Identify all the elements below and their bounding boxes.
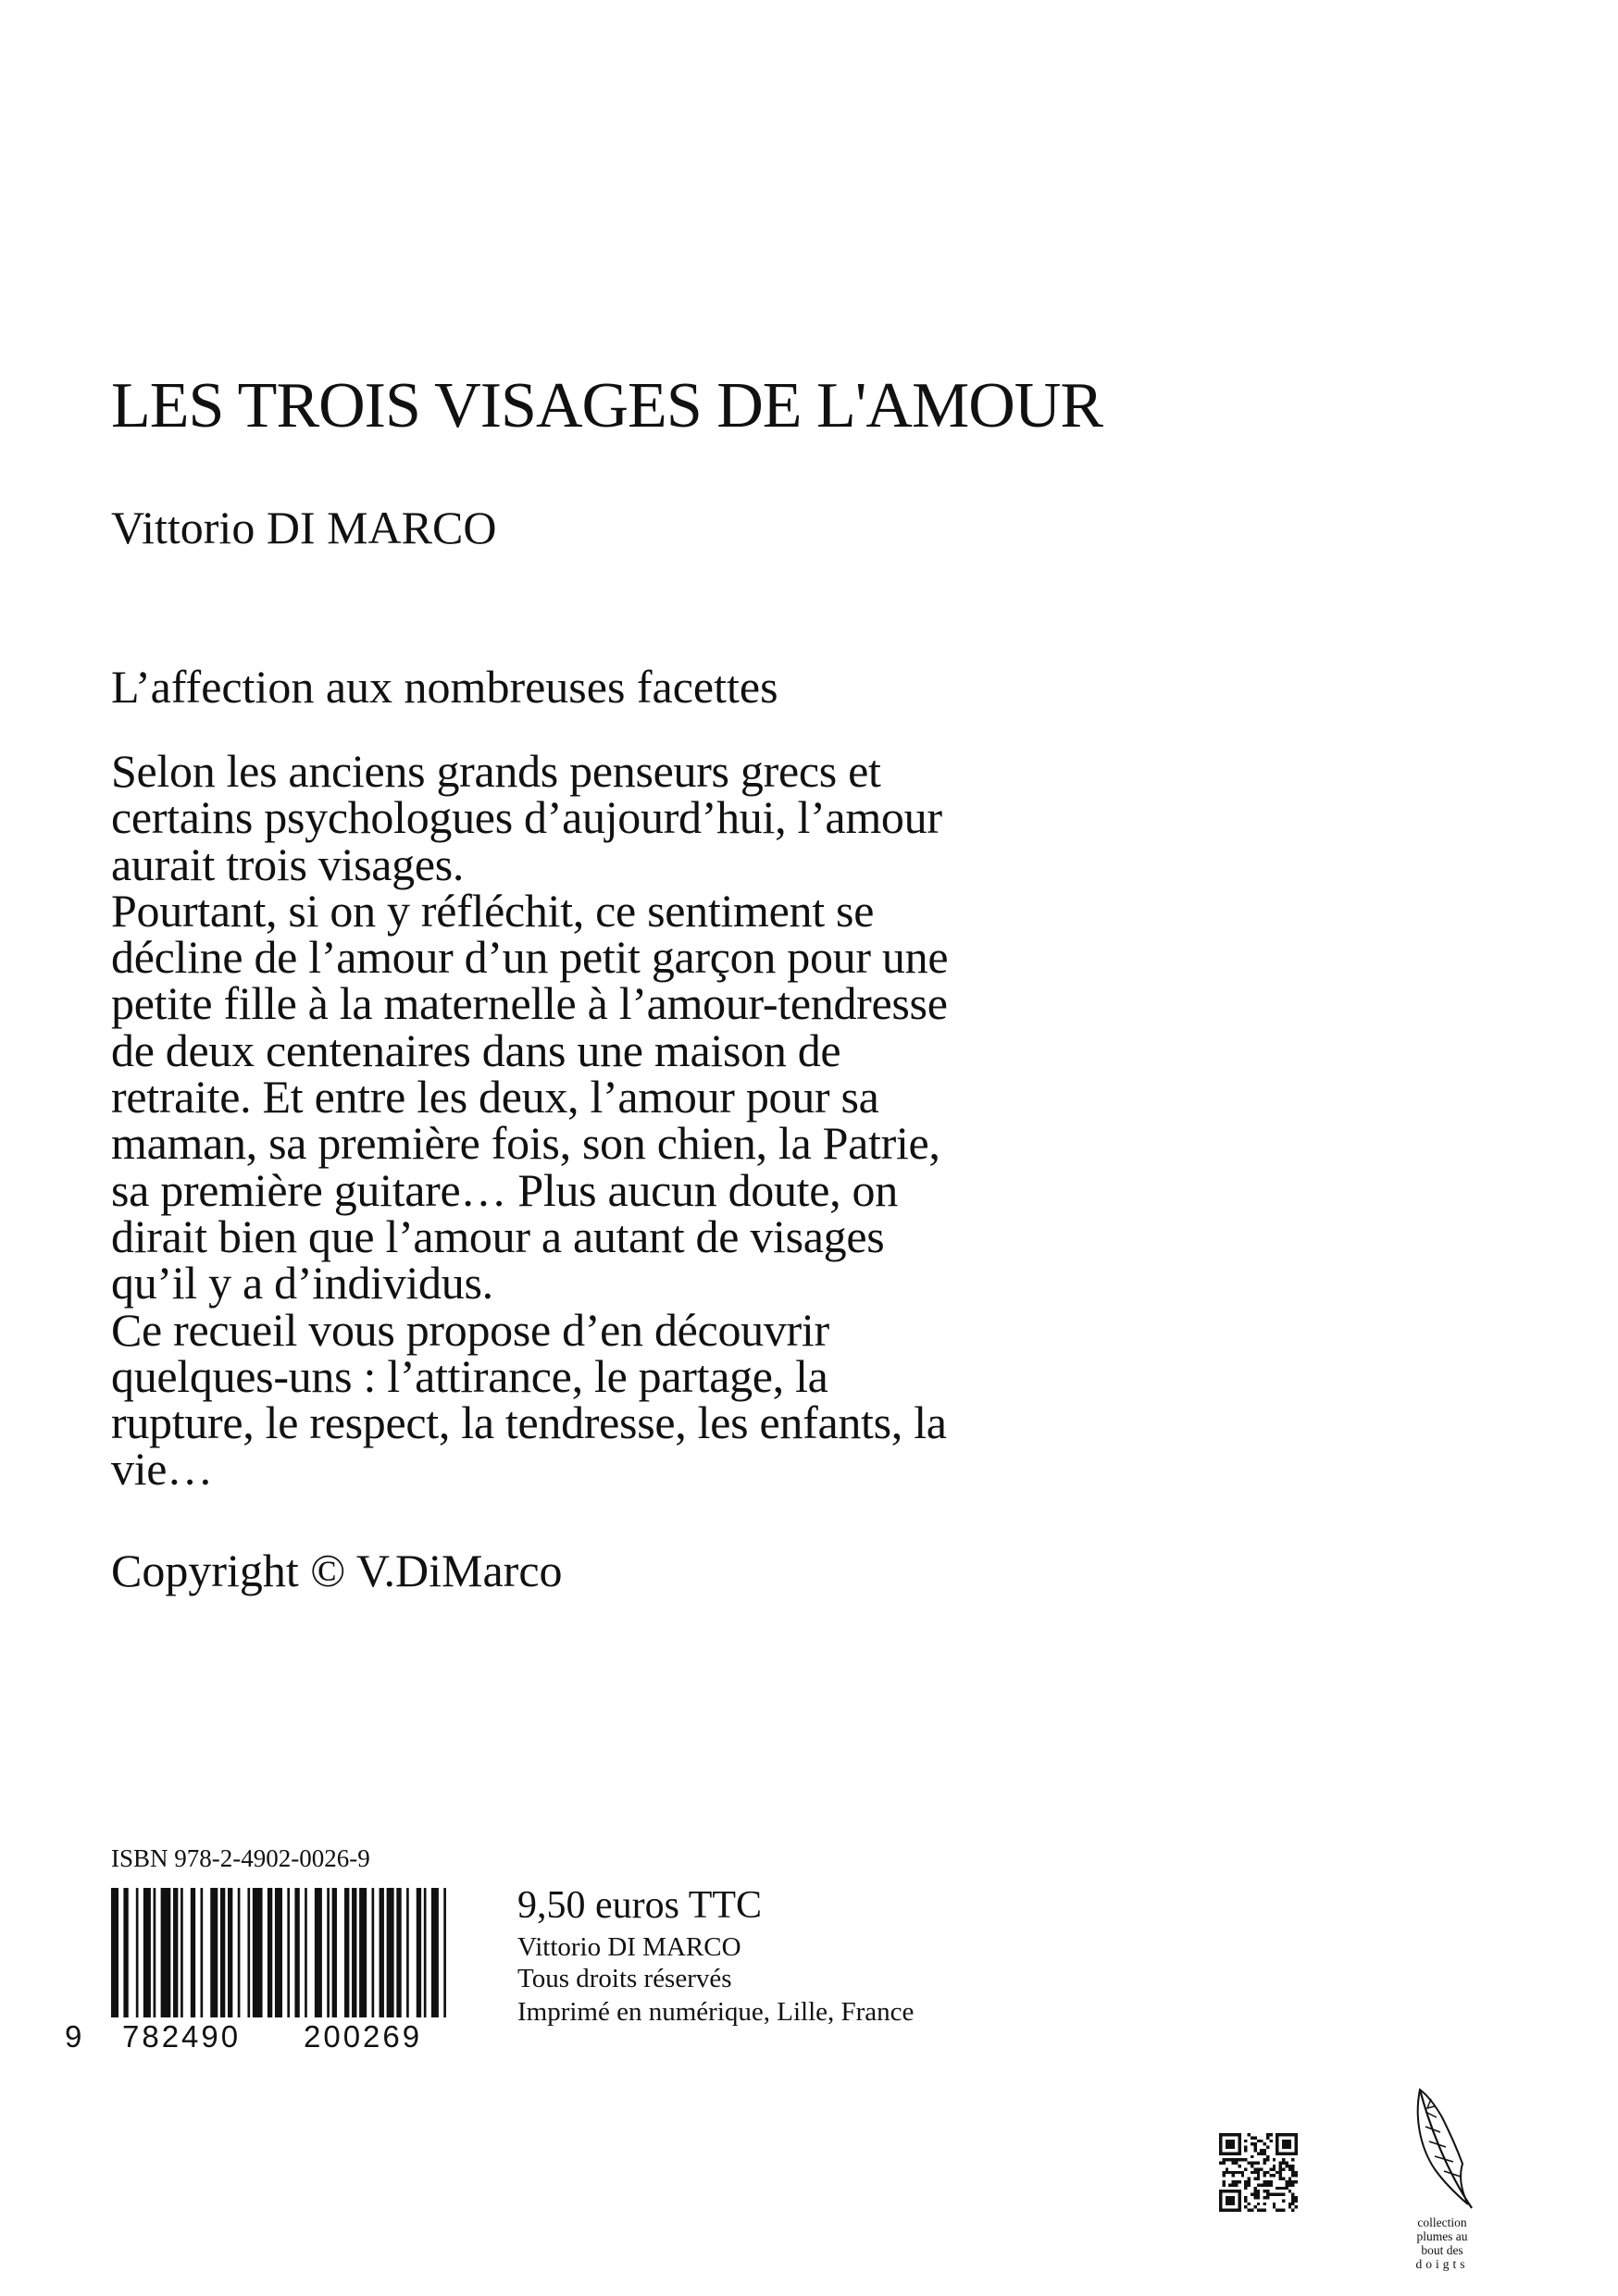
qr-module bbox=[1269, 2140, 1272, 2142]
qr-module bbox=[1257, 2193, 1260, 2196]
qr-module bbox=[1253, 2136, 1256, 2139]
barcode-bar bbox=[305, 1888, 307, 2017]
qr-module bbox=[1228, 2171, 1231, 2174]
qr-module bbox=[1253, 2146, 1256, 2149]
qr-module bbox=[1263, 2209, 1266, 2212]
qr-module bbox=[1273, 2193, 1276, 2196]
blurb-line: Selon les anciens grands penseurs grecs et bbox=[111, 745, 881, 797]
qr-module bbox=[1248, 2183, 1251, 2186]
qr-module bbox=[1248, 2178, 1251, 2180]
qr-module bbox=[1291, 2196, 1294, 2199]
qr-module bbox=[1244, 2199, 1247, 2202]
qr-module bbox=[1260, 2167, 1263, 2170]
barcode-bar bbox=[161, 1888, 171, 2017]
blurb-line: certains psychologues d’aujourd’hui, l’amour bbox=[111, 791, 942, 844]
qr-module bbox=[1219, 2162, 1222, 2165]
blurb-line: rupture, le respect, la tendresse, les enfants, la bbox=[111, 1396, 947, 1449]
qr-module bbox=[1295, 2174, 1298, 2177]
qr-module bbox=[1253, 2162, 1256, 2165]
qr-module bbox=[1295, 2199, 1298, 2202]
blurb-line: Ce recueil vous propose d’en découvrir bbox=[111, 1303, 829, 1356]
qr-module bbox=[1253, 2205, 1256, 2208]
qr-module bbox=[1232, 2162, 1235, 2165]
qr-module bbox=[1253, 2196, 1256, 2199]
blurb-line: maman, sa première fois, son chien, la Patrie, bbox=[111, 1117, 940, 1170]
qr-module bbox=[1276, 2171, 1278, 2174]
qr-module bbox=[1266, 2158, 1269, 2161]
barcode-bar bbox=[372, 1888, 375, 2017]
barcode-bar bbox=[327, 1888, 330, 2017]
barcode-bar bbox=[406, 1888, 409, 2017]
barcode-bar bbox=[210, 1888, 218, 2017]
qr-module bbox=[1244, 2180, 1247, 2183]
collection-line: bout des bbox=[1421, 2243, 1463, 2257]
qr-module bbox=[1273, 2203, 1276, 2205]
qr-module bbox=[1263, 2158, 1266, 2161]
qr-module bbox=[1263, 2180, 1266, 2183]
qr-module bbox=[1279, 2174, 1282, 2177]
qr-module bbox=[1282, 2209, 1285, 2212]
qr-module bbox=[1251, 2142, 1253, 2145]
qr-code-icon bbox=[1219, 2133, 1298, 2212]
qr-module bbox=[1244, 2146, 1247, 2149]
qr-module bbox=[1269, 2133, 1272, 2136]
qr-module bbox=[1266, 2133, 1269, 2136]
barcode-bar bbox=[359, 1888, 367, 2017]
qr-module bbox=[1288, 2167, 1291, 2170]
qr-module bbox=[1253, 2142, 1256, 2145]
qr-module bbox=[1263, 2203, 1266, 2205]
blurb-line: dirait bien que l’amour a autant de visages bbox=[111, 1210, 885, 1262]
qr-module bbox=[1260, 2209, 1263, 2212]
qr-module bbox=[1282, 2187, 1285, 2190]
qr-module bbox=[1248, 2209, 1251, 2212]
qr-module bbox=[1248, 2162, 1251, 2165]
qr-module bbox=[1257, 2190, 1260, 2192]
qr-module bbox=[1238, 2165, 1240, 2167]
qr-module bbox=[1273, 2165, 1276, 2167]
blurb-line: vie… bbox=[111, 1443, 213, 1496]
qr-module bbox=[1257, 2152, 1260, 2154]
qr-module bbox=[1253, 2149, 1256, 2152]
qr-module bbox=[1222, 2180, 1225, 2183]
barcode-bar bbox=[228, 1888, 232, 2017]
qr-module bbox=[1257, 2167, 1260, 2170]
qr-module bbox=[1266, 2193, 1269, 2196]
barcode-bar bbox=[154, 1888, 156, 2017]
qr-module bbox=[1291, 2165, 1294, 2167]
qr-module bbox=[1266, 2183, 1269, 2186]
qr-module bbox=[1228, 2183, 1231, 2186]
barcode-bar bbox=[315, 1888, 322, 2017]
qr-module bbox=[1282, 2193, 1285, 2196]
qr-module bbox=[1260, 2152, 1263, 2154]
barcode-bar bbox=[180, 1888, 183, 2017]
qr-module bbox=[1291, 2199, 1294, 2202]
qr-module bbox=[1288, 2190, 1291, 2192]
qr-module bbox=[1232, 2174, 1235, 2177]
qr-module bbox=[1232, 2183, 1235, 2186]
qr-module bbox=[1241, 2171, 1244, 2174]
barcode-bar bbox=[424, 1888, 427, 2017]
isbn-label: ISBN 978-2-4902-0026-9 bbox=[111, 1844, 370, 1872]
qr-module bbox=[1257, 2162, 1260, 2165]
qr-module bbox=[1288, 2165, 1291, 2167]
qr-module bbox=[1263, 2174, 1266, 2177]
qr-module bbox=[1235, 2180, 1238, 2183]
blurb-line: sa première guitare… Plus aucun doute, on bbox=[111, 1163, 898, 1216]
qr-module bbox=[1266, 2146, 1269, 2149]
qr-module bbox=[1279, 2178, 1282, 2180]
qr-module bbox=[1232, 2158, 1235, 2161]
qr-module bbox=[1291, 2171, 1294, 2174]
qr-module bbox=[1232, 2180, 1235, 2183]
book-blurb bbox=[111, 745, 1259, 1496]
qr-module bbox=[1251, 2162, 1253, 2165]
qr-module bbox=[1228, 2158, 1231, 2161]
qr-module bbox=[1279, 2167, 1282, 2170]
blurb-line: qu’il y a d’individus. bbox=[111, 1257, 493, 1309]
qr-module bbox=[1263, 2196, 1266, 2199]
qr-module bbox=[1222, 2174, 1225, 2177]
qr-module bbox=[1266, 2190, 1269, 2192]
qr-module bbox=[1222, 2171, 1225, 2174]
qr-module bbox=[1266, 2196, 1269, 2199]
barcode-bar bbox=[287, 1888, 290, 2017]
barcode-bar bbox=[201, 1888, 204, 2017]
qr-module bbox=[1222, 2183, 1225, 2186]
barcode-bar bbox=[332, 1888, 337, 2017]
qr-module bbox=[1260, 2140, 1263, 2142]
qr-module bbox=[1263, 2171, 1266, 2174]
blurb-line: petite fille à la maternelle à l’amour-tendresse bbox=[111, 977, 948, 1030]
qr-module bbox=[1257, 2140, 1260, 2142]
qr-module bbox=[1291, 2193, 1294, 2196]
qr-module bbox=[1285, 2180, 1288, 2183]
qr-module bbox=[1257, 2174, 1260, 2177]
barcode-bar bbox=[143, 1888, 151, 2017]
qr-module bbox=[1295, 2196, 1298, 2199]
qr-module bbox=[1269, 2174, 1272, 2177]
qr-module bbox=[1253, 2193, 1256, 2196]
qr-module bbox=[1291, 2209, 1294, 2212]
qr-module bbox=[1257, 2171, 1260, 2174]
qr-module bbox=[1241, 2158, 1244, 2161]
barcode-bar bbox=[352, 1888, 356, 2017]
qr-module bbox=[1279, 2171, 1282, 2174]
qr-module bbox=[1253, 2187, 1256, 2190]
qr-module bbox=[1295, 2205, 1298, 2208]
qr-module bbox=[1273, 2205, 1276, 2208]
qr-module bbox=[1279, 2209, 1282, 2212]
qr-module bbox=[1273, 2167, 1276, 2170]
book-subtitle: L’affection aux nombreuses facettes bbox=[111, 661, 778, 713]
qr-module bbox=[1269, 2193, 1272, 2196]
barcode-icon bbox=[111, 1888, 454, 2017]
qr-module bbox=[1273, 2158, 1276, 2161]
barcode-bar bbox=[247, 1888, 250, 2017]
qr-module bbox=[1253, 2178, 1256, 2180]
barcode-bar bbox=[344, 1888, 349, 2017]
qr-module bbox=[1244, 2158, 1247, 2161]
qr-module bbox=[1257, 2203, 1260, 2205]
collection-line: plumes au bbox=[1416, 2229, 1468, 2243]
imprint-author: Vittorio DI MARCO bbox=[517, 1932, 741, 1962]
qr-module bbox=[1253, 2190, 1256, 2192]
qr-module bbox=[1232, 2171, 1235, 2174]
qr-module bbox=[1251, 2209, 1253, 2212]
qr-module bbox=[1276, 2187, 1278, 2190]
barcode-bar bbox=[443, 1888, 446, 2017]
qr-module bbox=[1291, 2167, 1294, 2170]
qr-module bbox=[1241, 2174, 1244, 2177]
barcode-bar bbox=[396, 1888, 401, 2017]
qr-finder-core bbox=[1226, 2196, 1235, 2205]
qr-module bbox=[1263, 2190, 1266, 2192]
qr-module bbox=[1244, 2183, 1247, 2186]
qr-module bbox=[1244, 2196, 1247, 2199]
qr-module bbox=[1257, 2183, 1260, 2186]
qr-module bbox=[1238, 2171, 1240, 2174]
price-label: 9,50 euros TTC bbox=[517, 1884, 763, 1927]
book-author: Vittorio DI MARCO bbox=[111, 502, 497, 553]
qr-module bbox=[1251, 2155, 1253, 2158]
qr-module bbox=[1285, 2183, 1288, 2186]
qr-module bbox=[1291, 2180, 1294, 2183]
qr-module bbox=[1269, 2180, 1272, 2183]
rights-notice: Tous droits réservés bbox=[517, 1964, 732, 1993]
qr-module bbox=[1257, 2196, 1260, 2199]
qr-module bbox=[1244, 2149, 1247, 2152]
barcode-bar bbox=[417, 1888, 421, 2017]
qr-module bbox=[1251, 2165, 1253, 2167]
qr-module bbox=[1263, 2162, 1266, 2165]
qr-module bbox=[1288, 2183, 1291, 2186]
copyright-notice: Copyright © V.DiMarco bbox=[111, 1545, 563, 1596]
barcode-bar bbox=[253, 1888, 263, 2017]
blurb-line: de deux centenaires dans une maison de bbox=[111, 1024, 841, 1076]
qr-module bbox=[1276, 2193, 1278, 2196]
qr-module bbox=[1244, 2140, 1247, 2142]
barcode-lead-digit: 9 bbox=[65, 2019, 82, 2054]
qr-module bbox=[1238, 2180, 1240, 2183]
qr-module bbox=[1279, 2165, 1282, 2167]
qr-module bbox=[1235, 2183, 1238, 2186]
qr-module bbox=[1279, 2187, 1282, 2190]
qr-module bbox=[1253, 2171, 1256, 2174]
blurb-line: aurait trois visages. bbox=[111, 838, 465, 890]
qr-module bbox=[1263, 2142, 1266, 2145]
qr-module bbox=[1288, 2178, 1291, 2180]
barcode-digit-group: 782490 bbox=[122, 2019, 242, 2054]
qr-module bbox=[1269, 2167, 1272, 2170]
qr-module bbox=[1257, 2209, 1260, 2212]
blurb-line: Pourtant, si on y réfléchit, ce sentiment se bbox=[111, 884, 875, 937]
barcode-bar bbox=[220, 1888, 225, 2017]
qr-module bbox=[1248, 2180, 1251, 2183]
barcode-bar bbox=[294, 1888, 299, 2017]
qr-module bbox=[1285, 2162, 1288, 2165]
qr-module bbox=[1263, 2183, 1266, 2186]
qr-module bbox=[1235, 2171, 1238, 2174]
blurb-line: quelques-uns : l’attirance, le partage, la bbox=[111, 1349, 828, 1402]
barcode-digits bbox=[65, 2017, 454, 2056]
qr-module bbox=[1244, 2187, 1247, 2190]
barcode-bar bbox=[191, 1888, 195, 2017]
collection-logo-text bbox=[1388, 2215, 1496, 2271]
barcode-bar bbox=[173, 1888, 178, 2017]
qr-module bbox=[1266, 2155, 1269, 2158]
qr-module bbox=[1295, 2180, 1298, 2183]
qr-module bbox=[1244, 2205, 1247, 2208]
qr-module bbox=[1244, 2167, 1247, 2170]
qr-finder-core bbox=[1226, 2140, 1235, 2149]
qr-module bbox=[1288, 2203, 1291, 2205]
qr-module bbox=[1282, 2167, 1285, 2170]
qr-module bbox=[1266, 2171, 1269, 2174]
qr-module bbox=[1273, 2174, 1276, 2177]
qr-module bbox=[1282, 2199, 1285, 2202]
qr-module bbox=[1279, 2193, 1282, 2196]
qr-module bbox=[1263, 2152, 1266, 2154]
qr-module bbox=[1282, 2158, 1285, 2161]
barcode-bar bbox=[275, 1888, 282, 2017]
qr-module bbox=[1226, 2171, 1228, 2174]
qr-module bbox=[1295, 2171, 1298, 2174]
qr-module bbox=[1288, 2180, 1291, 2183]
qr-module bbox=[1226, 2167, 1228, 2170]
qr-module bbox=[1251, 2136, 1253, 2139]
barcode-bar bbox=[387, 1888, 394, 2017]
qr-module bbox=[1222, 2162, 1225, 2165]
qr-module bbox=[1257, 2178, 1260, 2180]
qr-module bbox=[1288, 2205, 1291, 2208]
barcode-bar bbox=[380, 1888, 384, 2017]
qr-module bbox=[1291, 2203, 1294, 2205]
qr-module bbox=[1276, 2209, 1278, 2212]
qr-module bbox=[1263, 2149, 1266, 2152]
barcode-bar bbox=[431, 1888, 439, 2017]
qr-module bbox=[1279, 2162, 1282, 2165]
qr-module bbox=[1291, 2183, 1294, 2186]
printing-notice: Imprimé en numérique, Lille, France bbox=[517, 1997, 915, 2027]
collection-line: collection bbox=[1417, 2215, 1467, 2229]
qr-module bbox=[1291, 2174, 1294, 2177]
qr-module bbox=[1238, 2158, 1240, 2161]
blurb-line: retraite. Et entre les deux, l’amour pour sa bbox=[111, 1071, 879, 1123]
qr-module bbox=[1291, 2158, 1294, 2161]
qr-module bbox=[1260, 2183, 1263, 2186]
qr-module bbox=[1266, 2136, 1269, 2139]
qr-module bbox=[1248, 2203, 1251, 2205]
qr-module bbox=[1266, 2180, 1269, 2183]
qr-module bbox=[1226, 2158, 1228, 2161]
qr-module bbox=[1235, 2158, 1238, 2161]
blurb-line: décline de l’amour d’un petit garçon pour une bbox=[111, 931, 949, 984]
book-title: LES TROIS VISAGES DE L'AMOUR bbox=[111, 370, 1103, 441]
barcode-bar bbox=[268, 1888, 272, 2017]
qr-module bbox=[1253, 2167, 1256, 2170]
qr-module bbox=[1235, 2162, 1238, 2165]
qr-module bbox=[1285, 2165, 1288, 2167]
collection-line: doigts bbox=[1415, 2257, 1469, 2271]
barcode-bar bbox=[238, 1888, 241, 2017]
qr-module bbox=[1248, 2133, 1251, 2136]
qr-module bbox=[1251, 2171, 1253, 2174]
barcode-digit-group: 200269 bbox=[304, 2019, 423, 2054]
qr-module bbox=[1222, 2158, 1225, 2161]
qr-module bbox=[1260, 2149, 1263, 2152]
qr-module bbox=[1251, 2193, 1253, 2196]
barcode-bar bbox=[136, 1888, 139, 2017]
qr-module bbox=[1282, 2178, 1285, 2180]
qr-module bbox=[1285, 2187, 1288, 2190]
qr-module bbox=[1269, 2183, 1272, 2186]
feather-quill-icon bbox=[1407, 2080, 1481, 2210]
qr-module bbox=[1282, 2162, 1285, 2165]
barcode-bar bbox=[111, 1888, 118, 2017]
qr-finder-core bbox=[1282, 2140, 1291, 2149]
barcode-bar bbox=[123, 1888, 128, 2017]
